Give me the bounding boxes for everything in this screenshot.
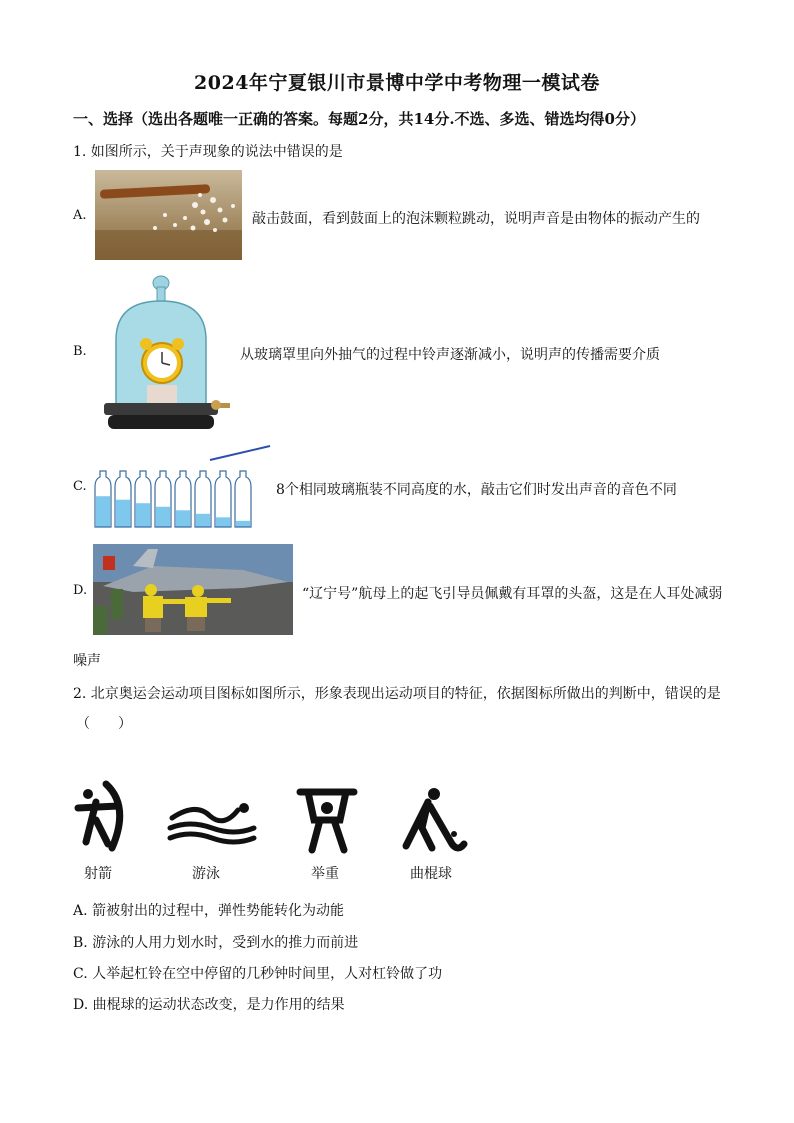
hockey-pictogram-icon [398,786,470,854]
carrier-deck-crew-photo [93,544,293,635]
q2-option-d: D. 曲棍球的运动状态改变，是力作用的结果 [73,997,345,1013]
q1-option-a-text: 敲击鼓面，看到鼓面上的泡沫颗粒跳动，说明声音是由物体的振动产生的 [252,211,700,227]
glass-bottle [95,471,111,527]
pictogram-label-archery: 射箭 [84,866,112,882]
section-heading: 一、选择（选出各题唯一正确的答案。每题2分，共14分.不选、多选、错选均得0分） [73,110,645,128]
q2-answer-paren: （ ） [76,716,132,732]
swimming-pictogram-icon [166,800,258,848]
q1-option-b-text: 从玻璃罩里向外抽气的过程中铃声逐渐减小，说明声的传播需要介质 [240,347,660,363]
glass-bottle [175,471,191,527]
pictogram-label-weightlifting: 举重 [311,866,339,882]
drum-foam-photo [95,170,242,260]
q1-option-d-text: “辽宁号”航母上的起飞引导员佩戴有耳罩的头盔，这是在人耳处减弱 [302,586,723,602]
q2-option-a: A. 箭被射出的过程中，弹性势能转化为动能 [73,903,345,919]
q1-option-c-letter: C. [73,479,87,494]
q2-stem: 2. 北京奥运会运动项目图标如图所示，形象表现出运动项目的特征，依据图标所做出的判断中，错误的是 [73,686,721,702]
q1-option-d-text-continued: 噪声 [73,653,101,669]
pictogram-label-swimming: 游泳 [192,866,220,882]
glass-bottle [155,471,171,527]
bell-jar-alarm-clock-photo [104,275,234,435]
q2-option-c: C. 人举起杠铃在空中停留的几秒钟时间里，人对杠铃做了功 [73,966,443,982]
q1-option-b-letter: B. [73,344,87,359]
glass-bottle [115,471,131,527]
q1-option-d-letter: D. [73,583,88,598]
archery-pictogram-icon [72,780,132,852]
q1-option-c-text: 8个相同玻璃瓶装不同高度的水，敲击它们时发出声音的音色不同 [276,482,677,498]
q1-option-a-letter: A. [73,208,87,223]
q1-stem: 1. 如图所示，关于声现象的说法中错误的是 [73,144,343,160]
weightlifting-pictogram-icon [296,784,358,854]
glass-bottle [215,471,231,527]
q2-option-b: B. 游泳的人用力划水时，受到水的推力而前进 [73,935,359,951]
water-bottles-illustration [92,443,272,531]
pictogram-label-hockey: 曲棍球 [410,866,452,882]
page-title: 2024年宁夏银川市景博中学中考物理一模试卷 [194,72,600,94]
glass-bottle [235,471,251,527]
glass-bottle [135,471,151,527]
glass-bottle [195,471,211,527]
